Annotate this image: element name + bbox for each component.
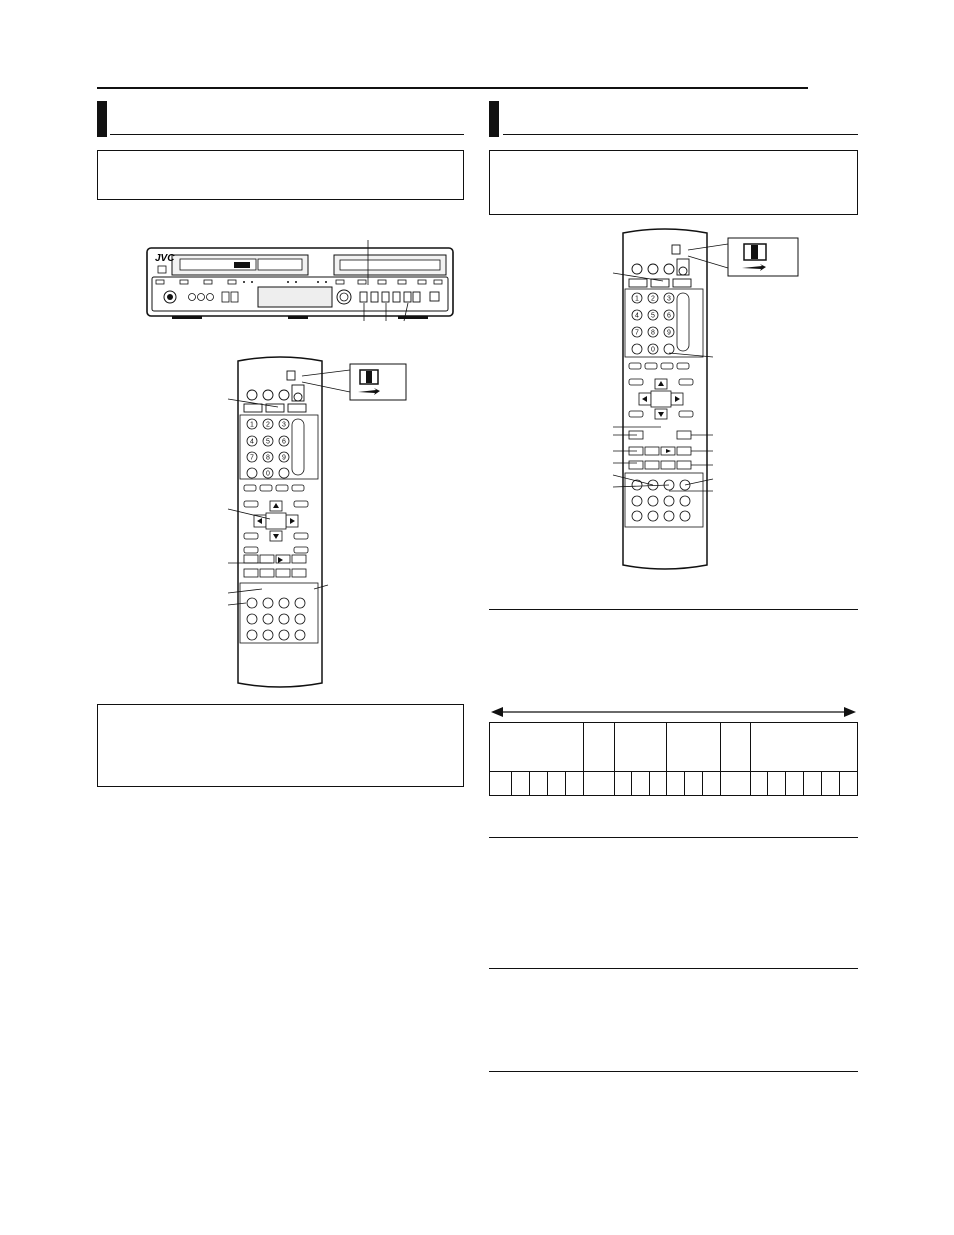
page-top-rule [97,87,808,89]
speed-scale-table [489,722,858,796]
right-divider-4 [489,1071,858,1072]
left-remote-key-7: 7 [250,454,254,462]
right-divider-3 [489,968,858,969]
left-remote-key-0: 0 [266,470,270,478]
right-remote-key-8: 8 [651,329,655,337]
right-remote-key-2: 2 [651,295,655,303]
left-remote-key-1: 1 [250,421,254,429]
right-remote-key-6: 6 [667,312,671,320]
left-bottom-note-box [97,704,464,787]
left-remote-key-4: 4 [250,438,254,446]
left-remote-key-2: 2 [266,421,270,429]
right-remote-key-1: 1 [635,295,639,303]
left-remote-key-5: 5 [266,438,270,446]
right-remote-control [617,229,713,573]
right-remote-key-3: 3 [667,295,671,303]
right-remote-key-4: 4 [635,312,639,320]
right-remote-key-9: 9 [667,329,671,337]
right-remote-key-7: 7 [635,329,639,337]
recorder-brand-logo: JVC [155,253,175,264]
left-remote-control [232,357,328,691]
right-divider-2 [489,837,858,838]
right-remote-switch-callout [688,236,800,278]
left-remote-key-3: 3 [282,421,286,429]
double-headed-arrow-icon [489,704,858,720]
left-section-marker [97,101,107,137]
left-remote-key-9: 9 [282,454,286,462]
right-section-underline [503,134,858,135]
right-section-marker [489,101,499,137]
left-section-underline [110,134,464,135]
recorder-front-panel [146,245,456,325]
right-divider-1 [489,609,858,610]
left-remote-switch-callout [302,362,408,402]
right-remote-key-5: 5 [651,312,655,320]
left-remote-key-6: 6 [282,438,286,446]
left-top-note-box [97,150,464,200]
right-remote-key-0: 0 [651,346,655,354]
left-remote-key-8: 8 [266,454,270,462]
right-top-note-box [489,150,858,215]
